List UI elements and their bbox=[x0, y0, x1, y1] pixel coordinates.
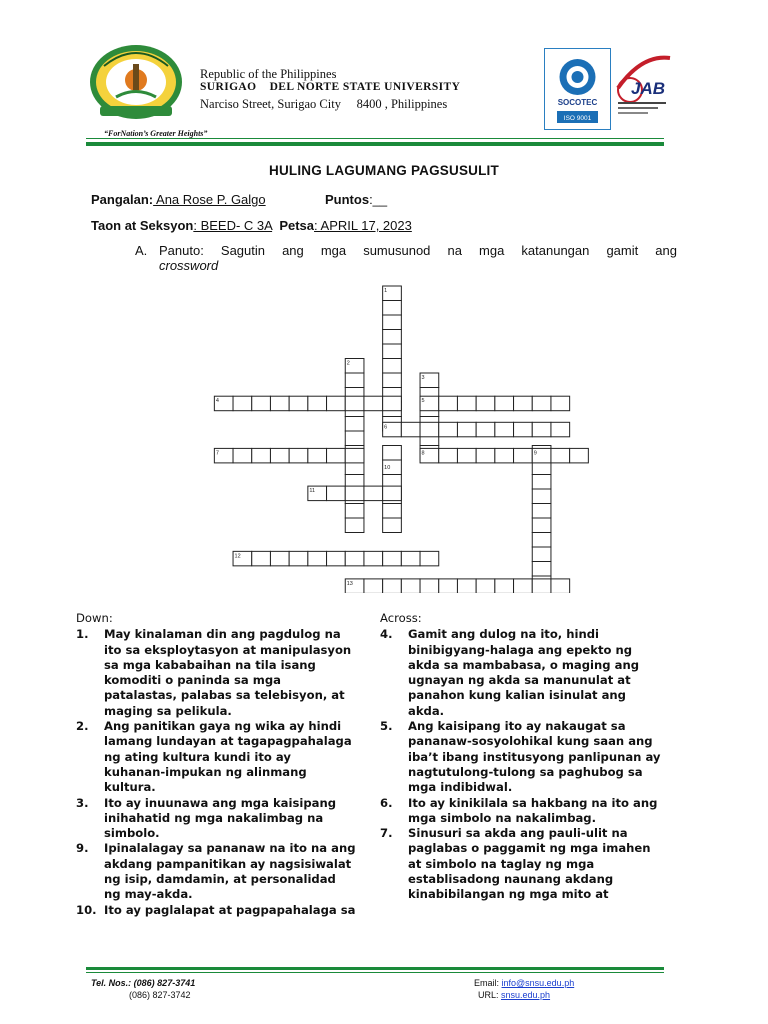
socotec-certification-logo bbox=[544, 48, 611, 130]
crossword-cell[interactable] bbox=[439, 396, 458, 411]
crossword-cell[interactable] bbox=[383, 396, 402, 411]
crossword-cell[interactable] bbox=[439, 422, 458, 437]
crossword-cell[interactable] bbox=[345, 431, 364, 446]
crossword-number: 1 bbox=[384, 288, 388, 294]
crossword-cell[interactable] bbox=[289, 551, 308, 566]
crossword-cell[interactable] bbox=[383, 504, 402, 519]
across-clue bbox=[380, 796, 662, 827]
across-clue-number: 7. bbox=[380, 826, 393, 841]
crossword-cell[interactable] bbox=[345, 518, 364, 533]
crossword-cell[interactable] bbox=[532, 547, 551, 562]
crossword-number: 7 bbox=[215, 450, 219, 457]
crossword-cell[interactable] bbox=[327, 486, 346, 501]
crossword-cell[interactable] bbox=[532, 396, 551, 411]
crossword-cell[interactable] bbox=[439, 579, 458, 593]
crossword-cell[interactable] bbox=[270, 551, 289, 566]
crossword-cell[interactable] bbox=[551, 448, 570, 463]
cert1-iso: ISO 9001 bbox=[563, 115, 592, 122]
crossword-cell[interactable] bbox=[289, 448, 308, 463]
score-value: :__ bbox=[369, 192, 388, 207]
crossword-cell[interactable] bbox=[383, 446, 402, 461]
crossword-cell[interactable] bbox=[345, 486, 364, 501]
crossword-cell[interactable] bbox=[420, 551, 439, 566]
crossword-cell[interactable] bbox=[345, 396, 364, 411]
email-line bbox=[474, 978, 574, 988]
crossword-cell[interactable] bbox=[532, 579, 551, 593]
email-label: Email: bbox=[474, 978, 502, 988]
name-field bbox=[91, 192, 266, 207]
crossword-cell[interactable] bbox=[439, 448, 458, 463]
crossword-cell[interactable] bbox=[476, 396, 495, 411]
crossword-cell[interactable] bbox=[327, 448, 346, 463]
crossword-number: 11 bbox=[309, 488, 316, 495]
crossword-cell[interactable] bbox=[345, 504, 364, 519]
crossword-cell[interactable] bbox=[532, 533, 551, 548]
crossword-cell[interactable] bbox=[252, 448, 271, 463]
crossword-cell[interactable] bbox=[383, 518, 402, 533]
crossword-cell[interactable] bbox=[495, 579, 514, 593]
down-clue-number: 3. bbox=[76, 795, 89, 810]
crossword-cell[interactable] bbox=[345, 373, 364, 388]
across-clue-number: 4. bbox=[380, 627, 393, 642]
crossword-number: 9 bbox=[533, 450, 537, 457]
url-label: URL: bbox=[478, 990, 502, 1000]
crossword-cell[interactable] bbox=[514, 422, 533, 437]
across-clues bbox=[380, 611, 662, 903]
telephone-1: Tel. Nos.: (086) 827-3741 bbox=[91, 978, 196, 988]
crossword-cell[interactable] bbox=[383, 486, 402, 501]
instr-text: Panuto: Sagutin ang mga sumusunod na mga katanungan gamit ang bbox=[159, 243, 677, 258]
name-label: Pangalan: bbox=[91, 192, 154, 207]
crossword-cell[interactable] bbox=[457, 448, 476, 463]
footer-divider-thin bbox=[86, 972, 664, 973]
instr-letter: A. bbox=[135, 243, 148, 258]
crossword-number: 3 bbox=[421, 375, 425, 381]
down-clue-number: 9. bbox=[76, 841, 89, 856]
crossword-cell[interactable] bbox=[383, 373, 402, 388]
crossword-cell[interactable] bbox=[252, 396, 271, 411]
university-seal-logo bbox=[86, 42, 186, 122]
crossword-cell[interactable] bbox=[401, 422, 420, 437]
date-label: Petsa bbox=[279, 218, 315, 233]
name-value: Ana Rose P. Galgo bbox=[153, 192, 266, 207]
down-clue-text: Ipinalalagay sa pananaw na ito na ang akdang pampanitikan ay nagsisiwalat ng isip, damdamin, at personalidad ng may-akda. bbox=[104, 841, 356, 902]
down-clues bbox=[76, 611, 356, 918]
cert2-name: JAB bbox=[630, 79, 666, 98]
down-clue bbox=[76, 719, 356, 795]
across-clue-text: Sinusuri sa akda ang pauli-ulit na paglabas o paggamit ng mga imahen at simbolo na taglay ng mga establisadong naunang akdang kinabibilangan ng mga mito at bbox=[408, 826, 651, 902]
crossword-cell[interactable] bbox=[457, 396, 476, 411]
crossword-cell[interactable] bbox=[476, 579, 495, 593]
down-clue-text: Ito ay inuunawa ang mga kaisipang inihahatid ng mga nakalimbag na simbolo. bbox=[104, 795, 337, 841]
crossword-cell[interactable] bbox=[252, 551, 271, 566]
crossword-cell[interactable] bbox=[364, 486, 383, 501]
crossword-cell[interactable] bbox=[420, 579, 439, 593]
crossword-cell[interactable] bbox=[327, 551, 346, 566]
crossword-cell[interactable] bbox=[532, 489, 551, 504]
date-value: : APRIL 17, 2023 bbox=[314, 218, 412, 233]
down-clue-text: Ang panitikan gaya ng wika ay hindi lamang lundayan at tagapagpahalaga ng ating kultura kundi ito ay kuhanan-impukan ng alinmang kultura. bbox=[104, 719, 352, 795]
crossword-cell[interactable] bbox=[514, 579, 533, 593]
across-clue bbox=[380, 627, 662, 719]
university-name: SURIGAO DEL NORTE STATE UNIVERSITY bbox=[200, 81, 461, 93]
jab-accreditation-logo bbox=[612, 48, 674, 123]
crossword-cell[interactable] bbox=[383, 551, 402, 566]
crossword-cell[interactable] bbox=[364, 396, 383, 411]
crossword-cell[interactable] bbox=[495, 422, 514, 437]
crossword-cell[interactable] bbox=[383, 330, 402, 345]
crossword-cell[interactable] bbox=[364, 551, 383, 566]
crossword-cell[interactable] bbox=[457, 579, 476, 593]
across-clue bbox=[380, 826, 662, 902]
crossword-grid bbox=[195, 283, 640, 593]
down-clue bbox=[76, 903, 356, 918]
instr-italic: crossword bbox=[159, 258, 219, 273]
across-clue-text: Gamit ang dulog na ito, hindi binibigyang-halaga ang epekto ng akda sa mambabasa, o maging ang ugnayan ng akda sa manunulat at panahon kung kalian isinulat ang akda. bbox=[408, 627, 639, 718]
section-value: : BEED- C 3A bbox=[193, 218, 273, 233]
crossword-number: 13 bbox=[346, 580, 353, 587]
crossword-cell[interactable] bbox=[383, 344, 402, 359]
url-line bbox=[478, 990, 550, 1000]
crossword-number: 5 bbox=[421, 398, 425, 405]
score-field bbox=[325, 192, 387, 207]
crossword-cell[interactable] bbox=[345, 417, 364, 432]
down-heading: Down: bbox=[76, 611, 113, 625]
email-link[interactable]: info@snsu.edu.ph bbox=[501, 978, 575, 988]
crossword-cell[interactable] bbox=[476, 422, 495, 437]
down-clue-number: 1. bbox=[76, 627, 89, 642]
crossword-number: 8 bbox=[421, 450, 425, 457]
crossword-cell[interactable] bbox=[383, 359, 402, 374]
footer-divider bbox=[86, 967, 664, 970]
crossword-cell[interactable] bbox=[345, 448, 364, 463]
crossword-cell[interactable] bbox=[532, 504, 551, 519]
crossword-cell[interactable] bbox=[401, 551, 420, 566]
across-clue bbox=[380, 719, 662, 795]
crossword-cell[interactable] bbox=[514, 396, 533, 411]
crossword-cell[interactable] bbox=[457, 422, 476, 437]
crossword-number: 6 bbox=[384, 424, 388, 431]
crossword-cell[interactable] bbox=[327, 396, 346, 411]
crossword-cell[interactable] bbox=[233, 396, 252, 411]
crossword-cell[interactable] bbox=[383, 579, 402, 593]
across-clue-text: Ang kaisipang ito ay nakaugat sa pananaw-sosyolohikal kung saan ang iba’t ibang institusyong panlipunan ay nagtutulong-tulong sa paghubog sa mga indibidwal. bbox=[408, 719, 661, 795]
crossword-cell[interactable] bbox=[270, 448, 289, 463]
crossword-cell[interactable] bbox=[401, 579, 420, 593]
crossword-cell[interactable] bbox=[532, 475, 551, 490]
republic-line: Republic of the Philippines bbox=[200, 67, 337, 81]
crossword-number: 12 bbox=[234, 553, 241, 560]
crossword-cell[interactable] bbox=[383, 315, 402, 330]
crossword-cell[interactable] bbox=[532, 422, 551, 437]
section-label: Taon at Seksyon bbox=[91, 218, 194, 233]
crossword-cell[interactable] bbox=[495, 448, 514, 463]
down-clue-text: May kinalaman din ang pagdulog na ito sa eksploytasyon at manipulasyon sa mga kababaihan na tila isang komoditi o paninda sa mga patalastas, palabas sa telebisyon, at maging sa pelikula. bbox=[104, 627, 352, 718]
down-clue bbox=[76, 796, 356, 842]
across-clue-number: 5. bbox=[380, 719, 393, 734]
crossword-cell[interactable] bbox=[308, 551, 327, 566]
across-heading: Across: bbox=[380, 611, 422, 625]
score-label: Puntos bbox=[325, 192, 370, 207]
across-clue-text: Ito ay kinikilala sa hakbang na ito ang mga simbolo na nakalimbag. bbox=[408, 795, 658, 825]
crossword-cell[interactable] bbox=[495, 396, 514, 411]
crossword-cell[interactable] bbox=[551, 396, 570, 411]
crossword-cell[interactable] bbox=[532, 562, 551, 577]
crossword-cell[interactable] bbox=[364, 579, 383, 593]
crossword-cell[interactable] bbox=[551, 579, 570, 593]
crossword-cell[interactable] bbox=[551, 422, 570, 437]
cert1-name: SOCOTEC bbox=[557, 98, 598, 107]
crossword-cell[interactable] bbox=[514, 448, 533, 463]
crossword-cell[interactable] bbox=[345, 551, 364, 566]
crossword-cell[interactable] bbox=[270, 396, 289, 411]
down-clue bbox=[76, 841, 356, 902]
down-clue-number: 10. bbox=[76, 902, 97, 917]
page-title: HULING LAGUMANG PAGSUSULIT bbox=[269, 163, 499, 178]
crossword-cell[interactable] bbox=[308, 396, 327, 411]
crossword-number: 2 bbox=[346, 360, 350, 367]
down-clue-text: Ito ay paglalapat at pagpapahalaga sa bbox=[104, 902, 356, 917]
crossword-cell[interactable] bbox=[308, 448, 327, 463]
telephone-2: (086) 827-3742 bbox=[129, 990, 191, 1000]
header-divider-thin bbox=[86, 138, 664, 139]
across-clue-number: 6. bbox=[380, 795, 393, 810]
instructions bbox=[135, 243, 677, 273]
crossword-cell[interactable] bbox=[532, 518, 551, 533]
crossword-number: 10 bbox=[384, 464, 391, 471]
motto: “ForNation’s Greater Heights” bbox=[104, 129, 208, 138]
crossword-number: 4 bbox=[215, 398, 219, 405]
url-link[interactable]: snsu.edu.ph bbox=[501, 990, 551, 1000]
crossword-cell[interactable] bbox=[476, 448, 495, 463]
section-field bbox=[91, 218, 412, 233]
crossword-cell[interactable] bbox=[420, 422, 439, 437]
crossword-cell[interactable] bbox=[233, 448, 252, 463]
university-address: Narciso Street, Surigao City 8400 , Philippines bbox=[200, 97, 448, 111]
down-clue-number: 2. bbox=[76, 719, 89, 734]
crossword-cell[interactable] bbox=[289, 396, 308, 411]
crossword-cell[interactable] bbox=[383, 301, 402, 316]
crossword-cell[interactable] bbox=[570, 448, 589, 463]
header-divider bbox=[86, 142, 664, 146]
down-clue bbox=[76, 627, 356, 719]
